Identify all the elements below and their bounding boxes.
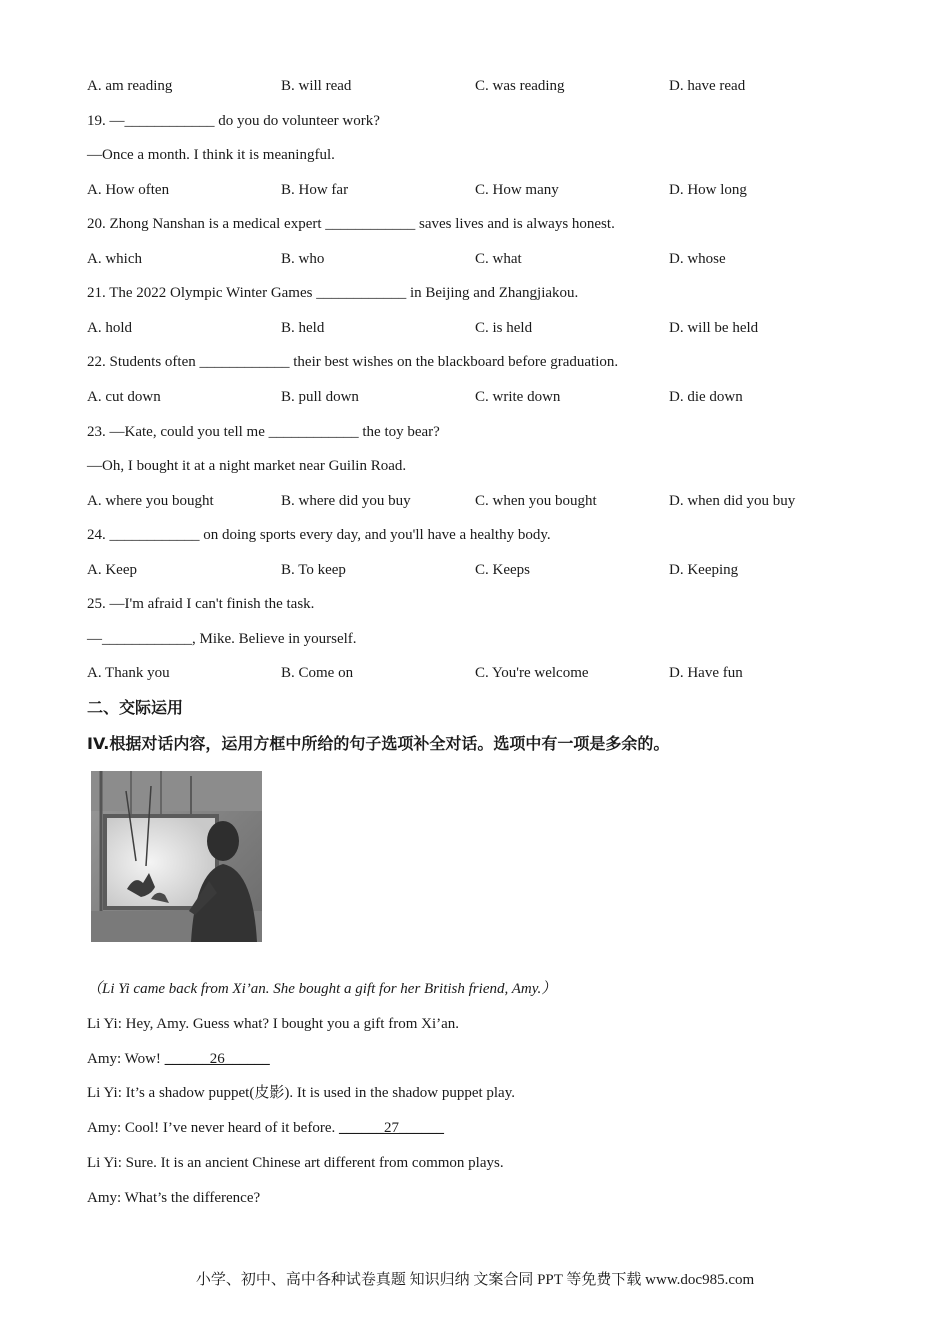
dialogue-line-5 xyxy=(87,1153,504,1173)
q25-option-b[interactable]: B. Come on xyxy=(281,665,354,681)
dialogue-line-4-text: Amy: Cool! I’ve never heard of it before. xyxy=(87,1120,339,1136)
dialogue-line-3 xyxy=(87,1083,515,1103)
q20-options xyxy=(87,249,867,269)
q19-option-d[interactable]: D. How long xyxy=(669,182,747,198)
q21-option-a[interactable]: A. hold xyxy=(87,320,132,336)
q25-reply: —____________, Mike. Believe in yourself. xyxy=(87,631,357,647)
q21-options xyxy=(87,318,867,338)
q22-option-a[interactable]: A. cut down xyxy=(87,389,161,405)
q21-option-d[interactable]: D. will be held xyxy=(669,320,759,336)
dialogue-intro: （Li Yi came back from Xi’an. She bought a gift for her British friend, Amy.） xyxy=(87,981,557,997)
q24-options xyxy=(87,560,867,580)
q20-option-a[interactable]: A. which xyxy=(87,251,142,267)
q25-option-c[interactable]: C. You're welcome xyxy=(475,665,589,681)
q19-reply: —Once a month. I think it is meaningful. xyxy=(87,147,335,163)
q18-options xyxy=(87,76,867,96)
dialogue-line-1-text: Li Yi: Hey, Amy. Guess what? I bought you a gift from Xi’an. xyxy=(87,1016,460,1032)
blank-27[interactable]: ______27______ xyxy=(339,1120,444,1136)
q23-option-b[interactable]: B. where did you buy xyxy=(281,493,411,509)
dialogue-line-3-text: Li Yi: It’s a shadow puppet(皮影). It is used in the shadow puppet play. xyxy=(87,1085,515,1101)
page-footer: 小学、初中、高中各种试卷真题 知识归纳 文案合同 PPT 等免费下载 www.doc985.com xyxy=(195,1272,755,1288)
section-instruction: IV.根据对话内容，运用方框中所给的句子选项补全对话。选项中有一项是多余的。 xyxy=(87,734,670,753)
q23-option-c[interactable]: C. when you bought xyxy=(475,493,597,509)
q22-option-c[interactable]: C. write down xyxy=(475,389,561,405)
dialogue-line-4 xyxy=(87,1118,444,1138)
q21-option-b[interactable]: B. held xyxy=(281,320,325,336)
q24-option-d[interactable]: D. Keeping xyxy=(669,562,739,578)
q25-option-d[interactable]: D. Have fun xyxy=(669,665,743,681)
q22-stem: 22. Students often ____________ their best wishes on the blackboard before graduation. xyxy=(87,354,619,370)
blank-26[interactable]: ______26______ xyxy=(164,1051,270,1067)
q25-options xyxy=(87,663,867,683)
dialogue-line-5-text: Li Yi: Sure. It is an ancient Chinese art different from common plays. xyxy=(87,1155,504,1171)
q20-option-c[interactable]: C. what xyxy=(475,251,522,267)
q21-option-c[interactable]: C. is held xyxy=(475,320,533,336)
q19-option-c[interactable]: C. How many xyxy=(475,182,559,198)
q23-option-a[interactable]: A. where you bought xyxy=(87,493,214,509)
q23-options xyxy=(87,491,867,511)
dialogue-line-1 xyxy=(87,1014,459,1034)
shadow-puppet-photo xyxy=(91,771,262,942)
q21-stem: 21. The 2022 Olympic Winter Games ____________ in Beijing and Zhangjiakou. xyxy=(87,285,579,301)
dialogue-line-6-text: Amy: What’s the difference? xyxy=(87,1190,261,1206)
q20-option-b[interactable]: B. who xyxy=(281,251,325,267)
dialogue-line-6 xyxy=(87,1188,260,1208)
q20-stem: 20. Zhong Nanshan is a medical expert ____________ saves lives and is always honest. xyxy=(87,216,615,232)
q23-stem: 23. —Kate, could you tell me ____________ the toy bear? xyxy=(87,424,440,440)
q18-option-a[interactable]: A. am reading xyxy=(87,78,173,94)
q24-option-c[interactable]: C. Keeps xyxy=(475,562,530,578)
q24-stem: 24. ____________ on doing sports every day, and you'll have a healthy body. xyxy=(87,527,551,543)
q22-option-b[interactable]: B. pull down xyxy=(281,389,359,405)
q22-options xyxy=(87,387,867,407)
q23-reply: —Oh, I bought it at a night market near Guilin Road. xyxy=(87,458,407,474)
q19-options xyxy=(87,180,867,200)
q24-option-a[interactable]: A. Keep xyxy=(87,562,137,578)
q25-option-a[interactable]: A. Thank you xyxy=(87,665,170,681)
q24-option-b[interactable]: B. To keep xyxy=(281,562,346,578)
q23-option-d[interactable]: D. when did you buy xyxy=(669,493,796,509)
q18-option-b[interactable]: B. will read xyxy=(281,78,352,94)
q19-option-b[interactable]: B. How far xyxy=(281,182,349,198)
q20-option-d[interactable]: D. whose xyxy=(669,251,726,267)
dialogue-line-2-text: Amy: Wow! xyxy=(87,1051,165,1067)
q22-option-d[interactable]: D. die down xyxy=(669,389,743,405)
q19-option-a[interactable]: A. How often xyxy=(87,182,170,198)
q18-option-c[interactable]: C. was reading xyxy=(475,78,565,94)
section-title: 二、交际运用 xyxy=(87,698,184,717)
q18-option-d[interactable]: D. have read xyxy=(669,78,746,94)
dialogue-line-2 xyxy=(87,1049,270,1069)
q19-stem: 19. —____________ do you do volunteer work? xyxy=(87,113,380,129)
q25-stem: 25. —I'm afraid I can't finish the task. xyxy=(87,596,315,612)
